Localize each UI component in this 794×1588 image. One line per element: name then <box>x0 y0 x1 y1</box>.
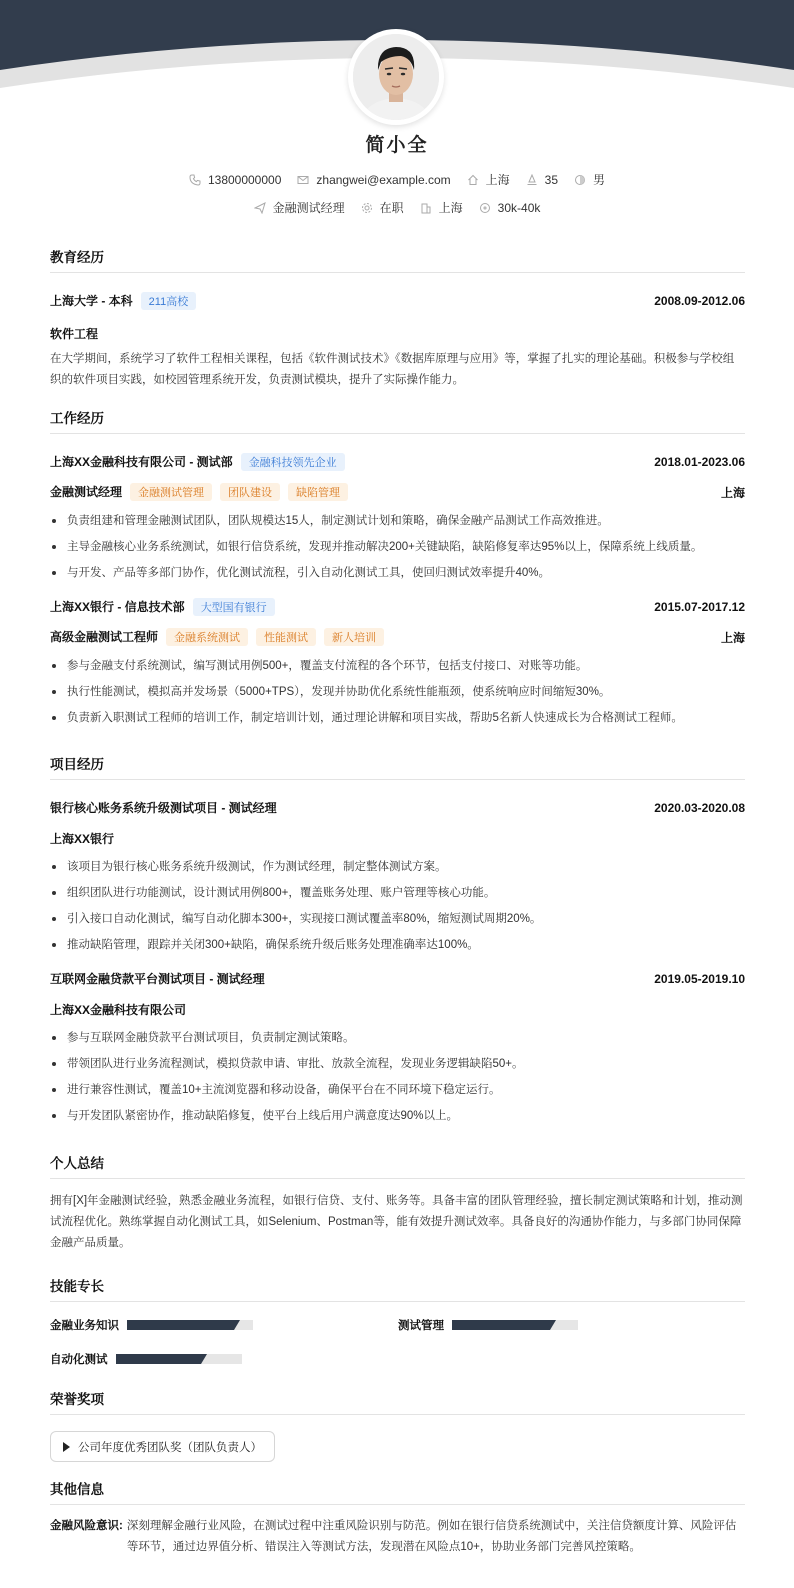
project-org: 上海XX银行 <box>50 832 115 846</box>
skill-bar <box>116 1354 242 1364</box>
project-section <box>50 753 745 1134</box>
triangle-icon <box>63 1442 70 1452</box>
job-city: 上海 <box>720 630 745 645</box>
skill-label: 金融业务知识 <box>50 1320 119 1332</box>
skills-section <box>50 1275 745 1375</box>
project-date: 2020.03-2020.08 <box>654 800 745 815</box>
project-name: 互联网金融贷款平台测试项目 - 测试经理 <box>50 972 265 986</box>
skill-item <box>50 1351 242 1367</box>
role-row <box>50 628 745 646</box>
role-name: 高级金融测试工程师 <box>50 630 159 644</box>
skill-fill <box>116 1354 202 1364</box>
list-item: 组织团队进行功能测试，设计测试用例800+，覆盖账务处理、账户管理等核心功能。 <box>50 885 745 901</box>
phone-icon <box>189 174 201 186</box>
skill-tag: 缺陷管理 <box>288 483 348 501</box>
award-list <box>50 1431 745 1462</box>
project-org: 上海XX金融科技有限公司 <box>50 1003 187 1017</box>
contact-row <box>0 171 794 188</box>
school-tag: 211高校 <box>141 292 197 310</box>
coin-icon <box>479 202 491 214</box>
project-entry <box>50 799 745 953</box>
list-item: 进行兼容性测试，覆盖10+主流浏览器和移动设备，确保平台在不同环境下稳定运行。 <box>50 1082 745 1098</box>
company-name: 上海XX银行 - 信息技术部 <box>50 600 185 614</box>
job-header <box>50 453 745 471</box>
project-bullets <box>50 859 745 953</box>
phone-item <box>189 173 281 187</box>
section-title: 教育经历 <box>50 246 745 273</box>
section-title: 个人总结 <box>50 1152 745 1179</box>
job-target-item <box>254 199 345 216</box>
skill-tag: 新人培训 <box>324 628 384 646</box>
other-section <box>50 1478 745 1558</box>
city-item <box>467 171 510 188</box>
email-item <box>297 173 450 187</box>
candidate-name: 简小全 <box>365 135 429 156</box>
award-text: 公司年度优秀团队奖（团队负责人） <box>78 1441 262 1454</box>
section-title: 项目经历 <box>50 753 745 780</box>
list-item: 推动缺陷管理，跟踪并关闭300+缺陷，确保系统升级后账务处理准确率达100%。 <box>50 937 745 953</box>
project-header <box>50 799 745 816</box>
list-item: 负责组建和管理金融测试团队，团队规模达15人，制定测试计划和策略，确保金融产品测试工作高效推进。 <box>50 513 745 529</box>
role-line <box>50 628 384 646</box>
other-text: 深刻理解金融行业风险，在测试过程中注重风险识别与防范。例如在银行信贷系统测试中，关注信贷额度计算、风险评估等环节，通过边界值分析、错误注入等测试方法，发现潜在风险点10+，协助业务部门完善风控策略。 <box>126 1520 737 1553</box>
job-date: 2018.01-2023.06 <box>654 455 745 469</box>
education-header <box>50 292 745 310</box>
school-name: 上海大学 - 本科 <box>50 294 133 308</box>
job-target-text: 金融测试经理 <box>272 201 345 215</box>
skill-label: 自动化测试 <box>50 1354 108 1366</box>
company-line <box>50 598 275 616</box>
email-text: zhangwei@example.com <box>316 172 451 187</box>
list-item: 该项目为银行核心账务系统升级测试，作为测试经理，制定整体测试方案。 <box>50 859 745 875</box>
list-item: 执行性能测试，模拟高并发场景（5000+TPS），发现并协助优化系统性能瓶颈，使系统响应时间缩短30%。 <box>50 684 745 700</box>
skill-fill <box>127 1320 234 1330</box>
job-bullets <box>50 658 745 726</box>
project-name: 银行核心账务系统升级测试项目 - 测试经理 <box>50 801 277 815</box>
age-text: 35 <box>544 172 559 187</box>
avatar <box>348 29 444 125</box>
section-title: 其他信息 <box>50 1478 745 1505</box>
job-city: 上海 <box>720 485 745 500</box>
job-header <box>50 598 745 616</box>
skill-fill <box>452 1320 550 1330</box>
list-item: 负责新入职测试工程师的培训工作，制定培训计划，通过理论讲解和项目实战，帮助5名新人快速成长为合格测试工程师。 <box>50 710 745 726</box>
other-label: 金融风险意识: <box>50 1520 123 1532</box>
gear-icon <box>361 202 373 214</box>
salary-text: 30k-40k <box>497 200 541 215</box>
list-item: 带领团队进行业务流程测试，模拟贷款申请、审批、放款全流程，发现业务逻辑缺陷50+。 <box>50 1056 745 1072</box>
summary-section <box>50 1152 745 1254</box>
job-bullets <box>50 513 745 581</box>
section-title: 技能专长 <box>50 1275 745 1302</box>
gender-icon <box>574 174 586 186</box>
role-row <box>50 483 745 501</box>
skill-bar <box>127 1320 253 1330</box>
status-text: 在职 <box>379 201 404 215</box>
list-item: 主导金融核心业务系统测试，如银行信贷系统，发现并推动解决200+关键缺陷，缺陷修复率达95%以上，保障系统上线质量。 <box>50 539 745 555</box>
job-entry <box>50 453 745 581</box>
project-date: 2019.05-2019.10 <box>654 971 745 986</box>
education-desc: 在大学期间，系统学习了软件工程相关课程，包括《软件测试技术》《数据库原理与应用》等，掌握了扎实的理论基础。积极参与学校组织的软件项目实践，如校园管理系统开发，负责测试模块，提升了实际操作能力。 <box>50 353 735 386</box>
project-entry <box>50 970 745 1124</box>
list-item: 与开发、产品等多部门协作，优化测试流程，引入自动化测试工具，使回归测试效率提升40%。 <box>50 565 745 581</box>
skill-item <box>50 1317 253 1333</box>
company-name: 上海XX金融科技有限公司 - 测试部 <box>50 455 233 469</box>
status-item <box>361 199 404 216</box>
list-item: 引入接口自动化测试，编写自动化脚本300+，实现接口测试覆盖率80%，缩短测试周期20%。 <box>50 911 745 927</box>
skill-tag: 金融测试管理 <box>130 483 212 501</box>
skill-label: 测试管理 <box>398 1320 444 1332</box>
skill-bar <box>452 1320 578 1330</box>
avatar-photo <box>353 34 439 120</box>
list-item: 与开发团队紧密协作，推动缺陷修复，使平台上线后用户满意度达90%以上。 <box>50 1108 745 1124</box>
salary-item <box>479 201 541 215</box>
other-item <box>50 1516 745 1558</box>
gender-text: 男 <box>593 173 606 187</box>
summary-text: 拥有[X]年金融测试经验，熟悉金融业务流程，如银行信贷、支付、账务等。具备丰富的团队管理经验，擅长制定测试策略和计划，推动测试流程优化。熟练掌握自动化测试工具，如Selenium、Postman等，能有效提升测试效率。具备良好的沟通协作能力，与多部门协同保障金融产品质量。 <box>50 1195 743 1249</box>
job-intent-row <box>0 199 794 216</box>
skill-item <box>398 1317 578 1333</box>
building-icon <box>420 202 432 214</box>
work-section <box>50 407 745 736</box>
project-header <box>50 970 745 987</box>
work-city-item <box>420 199 463 216</box>
school-line <box>50 292 196 310</box>
role-line <box>50 483 348 501</box>
role-name: 金融测试经理 <box>50 485 123 499</box>
awards-section <box>50 1388 745 1462</box>
city-text: 上海 <box>485 173 510 187</box>
section-title: 荣誉奖项 <box>50 1388 745 1415</box>
section-title: 工作经历 <box>50 407 745 434</box>
age-item <box>526 173 558 187</box>
mail-icon <box>297 174 309 186</box>
send-icon <box>254 202 266 214</box>
home-icon <box>467 174 479 186</box>
company-line <box>50 453 345 471</box>
project-bullets <box>50 1030 745 1124</box>
skill-tag: 性能测试 <box>256 628 316 646</box>
company-tag: 金融科技领先企业 <box>241 453 345 471</box>
education-section <box>50 246 745 391</box>
award-item <box>50 1431 275 1462</box>
skill-tag: 金融系统测试 <box>166 628 248 646</box>
skill-tag: 团队建设 <box>220 483 280 501</box>
gender-item <box>574 171 605 188</box>
company-tag: 大型国有银行 <box>193 598 275 616</box>
cake-icon <box>526 174 538 186</box>
phone-text: 13800000000 <box>207 172 282 187</box>
job-entry <box>50 598 745 726</box>
job-date: 2015.07-2017.12 <box>654 600 745 614</box>
work-city-text: 上海 <box>438 201 463 215</box>
list-item: 参与金融支付系统测试，编写测试用例500+，覆盖支付流程的各个环节，包括支付接口、对账等功能。 <box>50 658 745 674</box>
major: 软件工程 <box>50 327 99 341</box>
education-date: 2008.09-2012.06 <box>654 294 745 308</box>
list-item: 参与互联网金融贷款平台测试项目，负责制定测试策略。 <box>50 1030 745 1046</box>
